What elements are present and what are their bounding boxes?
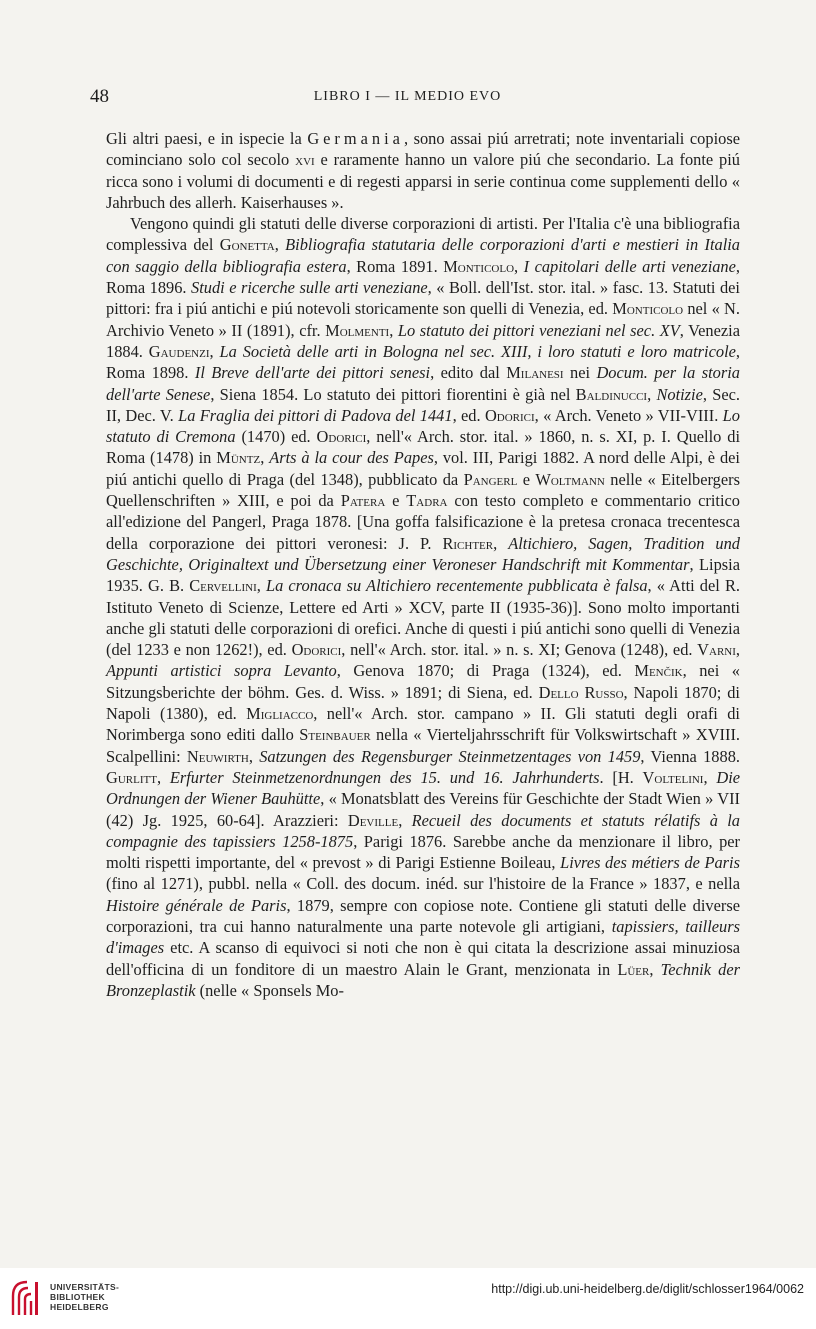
library-logo-icon [10, 1278, 44, 1318]
paragraph-2: Vengono quindi gli statuti delle diverse corporazioni di artisti. Per l'Italia c'è una bibliografia complessiva del Gonetta, Bibliografia statutaria delle corporazioni d'arti e mestieri in Italia con saggio della bibliografia estera, Roma 1891. Monticolo, I capitolari delle arti veneziane, Roma 1896. Studi e ricerche sulle arti veneziane, « Boll. dell'Ist. stor. ital. » fasc. 13. Statuti dei pittori: fra i piú antichi e piú notevoli storicamente son quelli di Venezia, ed. Monticolo nel « N. Archivio Veneto » II (1891), cfr. Molmenti, Lo statuto dei pittori veneziani nel sec. XV, Venezia 1884. Gaudenzi, La Società delle arti in Bologna nel sec. XIII, i loro statuti e loro matricole, Roma 1898. Il Breve dell'arte dei pittori senesi, edito dal Milanesi nei Docum. per la storia dell'arte Senese, Siena 1854. Lo statuto dei pittori fiorentini è già nel Baldinucci, Notizie, Sec. II, Dec. V. La Fraglia dei pittori di Padova del 1441, ed. Odorici, « Arch. Veneto » VII-VIII. Lo statuto di Cremona (1470) ed. Odorici, nell'« Arch. stor. ital. » 1860, n. s. XI, p. I. Quello di Roma (1478) in Müntz, Arts à la cour des Papes, vol. III, Parigi 1882. A nord delle Alpi, è dei piú antichi quello di Praga (del 1348), pubblicato da Pangerl e Woltmann nelle « Eitelbergers Quellenschriften » XIII, e poi da Patera e Tadra con testo completo e commentario critico all'edizione del Pangerl, Praga 1878. [Una goffa falsificazione è la pretesa cronaca trecentesca della corporazione dei pittori veronesi: J. P. Richter, Altichiero, Sagen, Tradition und Geschichte, Originaltext und Übersetzung einer Veroneser Handschrift mit Kommentar, Lipsia 1935. G. B. Cervellini, La cronaca su Altichiero recentemente pubblicata è falsa, « Atti del R. Istituto Veneto di Scienze, Lettere ed Arti » XCV, parte II (1935-36)]. Sono molto importanti anche gli statuti delle corporazioni di orefici. Anche di questi i piú antichi sono quelli di Venezia (del 1233 e non 1262!), ed. Odorici, nell'« Arch. stor. ital. » n. s. XI; Genova (1248), ed. Varni, Appunti artistici sopra Levanto, Genova 1870; di Praga (1324), ed. Menčik, nei « Sitzungsberichte der böhm. Ges. d. Wiss. » 1891; di Siena, ed. Dello Russo, Napoli 1870; di Napoli (1380), ed. Migliacco, nell'« Arch. stor. campano » II. Gli statuti degli orafi di Norimberga sono editi dallo Steinbauer nella « Vierteljahrsschrift für Volkswirtschaft » XVIII. Scalpellini: Neuwirth, Satzungen des Regensburger Steinmetzentages von 1459, Vienna 1888. Gurlitt, Erfurter Steinmetzenordnungen des 15. und 16. Jahrhunderts. [H. Voltelini, Die Ordnungen der Wiener Bauhütte, « Monatsblatt des Vereins für Geschichte der Stadt Wien » VII (42) Jg. 1925, 60-64]. Arazzieri: Deville, Recueil des documents et statuts rélatifs à la compagnie des tapissiers 1258-1875, Parigi 1876. Sarebbe anche da menzionare il libro, per molti rispetti importante, del « prevost » di Parigi Estienne Boileau, Livres des métiers de Paris (fino al 1271), pubbl. nella « Coll. des docum. inéd. sur l'histoire de la France » 1837, e nella Histoire générale de Paris, 1879, sempre con copiose note. Contiene gli statuti delle diverse corporazioni, tra cui hanno naturalmente una parte notevole gli artigiani, tapissiers, tailleurs d'images etc. A scanso di equivoci si noti che non è qui citata la descrizione assai minuziosa dell'officina di un fonditore di un maestro Alain le Grant, menzionata in Lüer, Technik der Bronzeplastik (nelle « Sponsels Mo- [106, 214, 741, 1000]
body-text [106, 128, 740, 1001]
library-logo[interactable] [10, 1278, 44, 1322]
paragraph-1: Gli altri paesi, e in ispecie la Germania, sono assai piú arretrati; note inventariali copiose cominciano solo col secolo xvi e raramente hanno un valore piú che secondario. La fonte piú ricca sono i volumi di documenti e di regesti apparsi in serie continua come supplementi dello « Jahrbuch des allerh. Kaiserhauses ». [106, 129, 740, 212]
running-title: LIBRO I — IL MEDIO EVO [313, 89, 502, 104]
page-number: 48 [90, 86, 109, 107]
page-header [90, 86, 725, 112]
digitization-footer [0, 1268, 816, 1329]
source-url[interactable]: http://digi.ub.uni-heidelberg.de/diglit/schlosser1964/0062 [491, 1282, 804, 1296]
library-name: UNIVERSITÄTS- BIBLIOTHEK HEIDELBERG [50, 1282, 120, 1312]
